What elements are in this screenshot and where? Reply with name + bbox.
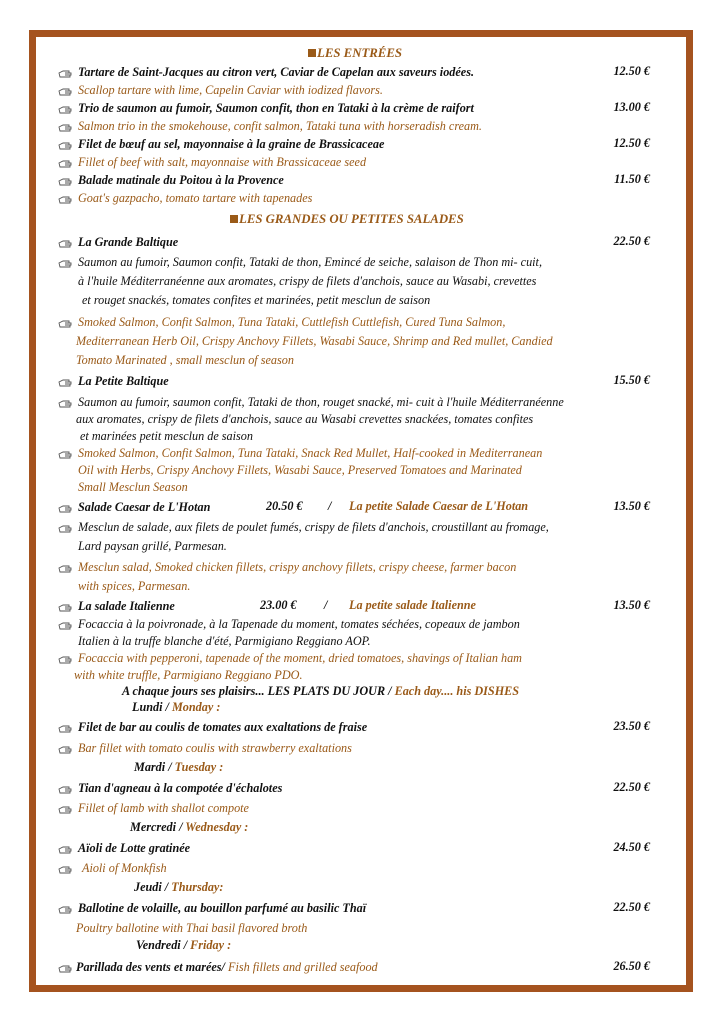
salad-name: La Petite Baltique (78, 374, 169, 388)
dish-name: Ballotine de volaille, au bouillon parfumé au basilic Thaï (78, 901, 367, 915)
small-salad-name: La petite salade Italienne (349, 598, 476, 612)
day-label: Vendredi / Friday : (136, 938, 232, 952)
dish-price: 23.50 € (613, 719, 650, 733)
salad-english: Smoked Salmon, Confit Salmon, Tuna Tataki, Cuttlefish Cuttlefish, Cured Tuna Salmon, (78, 315, 506, 329)
salad-description: Saumon au fumoir, Saumon confit, Tataki de thon, Emincé de seiche, salaison de Thon mi- cuit, (78, 255, 542, 269)
item-english: Goat's gazpacho, tomato tartare with tapenades (78, 191, 313, 205)
salad-english: Mediterranean Herb Oil, Crispy Anchovy Fillets, Wasabi Sauce, Shrimp and Red mullet, Candied (76, 334, 553, 348)
pointing-hand-icon (58, 102, 72, 114)
salad-english: with white truffle, Parmigiano Reggiano PDO. (74, 668, 303, 682)
salad-price: 23.00 € (260, 598, 297, 612)
pointing-hand-icon (58, 236, 72, 248)
pointing-hand-icon (58, 600, 72, 612)
salad-description: aux aromates, crispy de filets d'anchois, sauce au Wasabi crevettes snackées, tomates confites (76, 412, 534, 426)
day-label: Mercredi / Wednesday : (130, 820, 249, 834)
salad-name: La salade Italienne (78, 599, 175, 613)
salad-english: Focaccia with pepperoni, tapenade of the moment, dried tomatoes, shavings of Italian ham (78, 651, 522, 665)
pointing-hand-icon (58, 120, 72, 132)
daily-dishes-header: A chaque jours ses plaisirs... LES PLATS DU JOUR / Each day.... his DISHES (122, 684, 520, 698)
dish-name: Aïoli de Lotte gratinée (78, 841, 191, 855)
item-english: Fillet of beef with salt, mayonnaise with Brassicaceae seed (78, 155, 367, 169)
pointing-hand-icon (58, 561, 72, 573)
section-title-entrees: LES ENTRÉES (308, 46, 402, 61)
salad-description: à l'huile Méditerranéenne aux aromates, crispy de filets d'anchois, sauce au Wasabi, crevettes (78, 274, 537, 288)
pointing-hand-icon (58, 802, 72, 814)
item-name: Balade matinale du Poitou à la Provence (78, 173, 284, 187)
item-price: 13.00 € (613, 100, 650, 114)
item-name: Trio de saumon au fumoir, Saumon confit, thon en Tataki à la crème de raifort (78, 101, 474, 115)
dish-name: Parillada des vents et marées/ Fish fillets and grilled seafood (76, 960, 378, 974)
small-salad-price: 13.50 € (613, 499, 650, 513)
salad-english: Oil with Herbs, Crispy Anchovy Fillets, Wasabi Sauce, Preserved Tomatoes and Marinated (78, 463, 522, 477)
dish-english: Bar fillet with tomato coulis with strawberry exaltations (78, 741, 352, 755)
dish-name: Filet de bar au coulis de tomates aux exaltations de fraise (78, 720, 368, 734)
separator: / (328, 499, 332, 513)
pointing-hand-icon (58, 256, 72, 268)
salad-description: et marinées petit mesclun de saison (80, 429, 253, 443)
separator: / (324, 598, 328, 612)
pointing-hand-icon (58, 66, 72, 78)
dish-price: 22.50 € (613, 780, 650, 794)
item-price: 11.50 € (614, 172, 650, 186)
day-label: Lundi / Monday : (132, 700, 221, 714)
item-name: Filet de bœuf au sel, mayonnaise à la graine de Brassicaceae (78, 137, 385, 151)
dish-english: Aioli of Monkfish (82, 861, 167, 875)
salad-price: 22.50 € (613, 234, 650, 248)
pointing-hand-icon (58, 375, 72, 387)
pointing-hand-icon (58, 521, 72, 533)
pointing-hand-icon (58, 138, 72, 150)
salad-description: Italien à la truffe blanche d'été, Parmigiano Reggiano AOP. (78, 634, 371, 648)
day-label: Mardi / Tuesday : (134, 760, 224, 774)
salad-english: Mesclun salad, Smoked chicken fillets, crispy anchovy fillets, crispy cheese, farmer bacon (78, 560, 517, 574)
pointing-hand-icon (58, 902, 72, 914)
item-english: Scallop tartare with lime, Capelin Caviar with iodized flavors. (78, 83, 383, 97)
salad-description: Mesclun de salade, aux filets de poulet fumés, crispy de filets d'anchois, croustillant au fromage, (78, 520, 549, 534)
section-title-salades: LES GRANDES OU PETITES SALADES (230, 212, 464, 227)
pointing-hand-icon (58, 842, 72, 854)
salad-name: Salade Caesar de L'Hotan (78, 500, 211, 514)
dish-name: Tian d'agneau à la compotée d'échalotes (78, 781, 283, 795)
pointing-hand-icon (58, 961, 72, 973)
salad-description: et rouget snackés, tomates confites et marinées, petit mesclun de saison (82, 293, 431, 307)
pointing-hand-icon (58, 447, 72, 459)
salad-description: Focaccia à la poivronade, à la Tapenade du moment, tomates séchées, copeaux de jambon (78, 617, 520, 631)
pointing-hand-icon (58, 316, 72, 328)
pointing-hand-icon (58, 652, 72, 664)
salad-english: with spices, Parmesan. (78, 579, 191, 593)
dish-english: Fillet of lamb with shallot compote (78, 801, 249, 815)
pointing-hand-icon (58, 192, 72, 204)
salad-price: 15.50 € (613, 373, 650, 387)
dish-price: 24.50 € (613, 840, 650, 854)
salad-price: 20.50 € (266, 499, 303, 513)
salad-name: La Grande Baltique (78, 235, 179, 249)
pointing-hand-icon (58, 501, 72, 513)
dish-price: 22.50 € (613, 900, 650, 914)
item-price: 12.50 € (613, 136, 650, 150)
pointing-hand-icon (58, 782, 72, 794)
item-english: Salmon trio in the smokehouse, confit salmon, Tataki tuna with horseradish cream. (78, 119, 482, 133)
pointing-hand-icon (58, 862, 72, 874)
dish-price: 26.50 € (613, 959, 650, 973)
salad-description: Saumon au fumoir, saumon confit, Tataki de thon, rouget snacké, mi- cuit à l'huile Méditerranéenne (78, 395, 564, 409)
small-salad-name: La petite Salade Caesar de L'Hotan (349, 499, 529, 513)
dish-english: Poultry ballotine with Thai basil flavored broth (76, 921, 308, 935)
pointing-hand-icon (58, 174, 72, 186)
salad-english: Small Mesclun Season (78, 480, 188, 494)
item-price: 12.50 € (613, 64, 650, 78)
pointing-hand-icon (58, 618, 72, 630)
day-label: Jeudi / Thursday: (134, 880, 224, 894)
salad-english: Tomato Marinated , small mesclun of season (76, 353, 294, 367)
pointing-hand-icon (58, 721, 72, 733)
item-name: Tartare de Saint-Jacques au citron vert, Caviar de Capelan aux saveurs iodées. (78, 65, 474, 79)
pointing-hand-icon (58, 84, 72, 96)
salad-description: Lard paysan grillé, Parmesan. (78, 539, 227, 553)
pointing-hand-icon (58, 742, 72, 754)
pointing-hand-icon (58, 156, 72, 168)
salad-english: Smoked Salmon, Confit Salmon, Tuna Tataki, Snack Red Mullet, Half-cooked in Mediterranean (78, 446, 543, 460)
pointing-hand-icon (58, 396, 72, 408)
small-salad-price: 13.50 € (613, 598, 650, 612)
